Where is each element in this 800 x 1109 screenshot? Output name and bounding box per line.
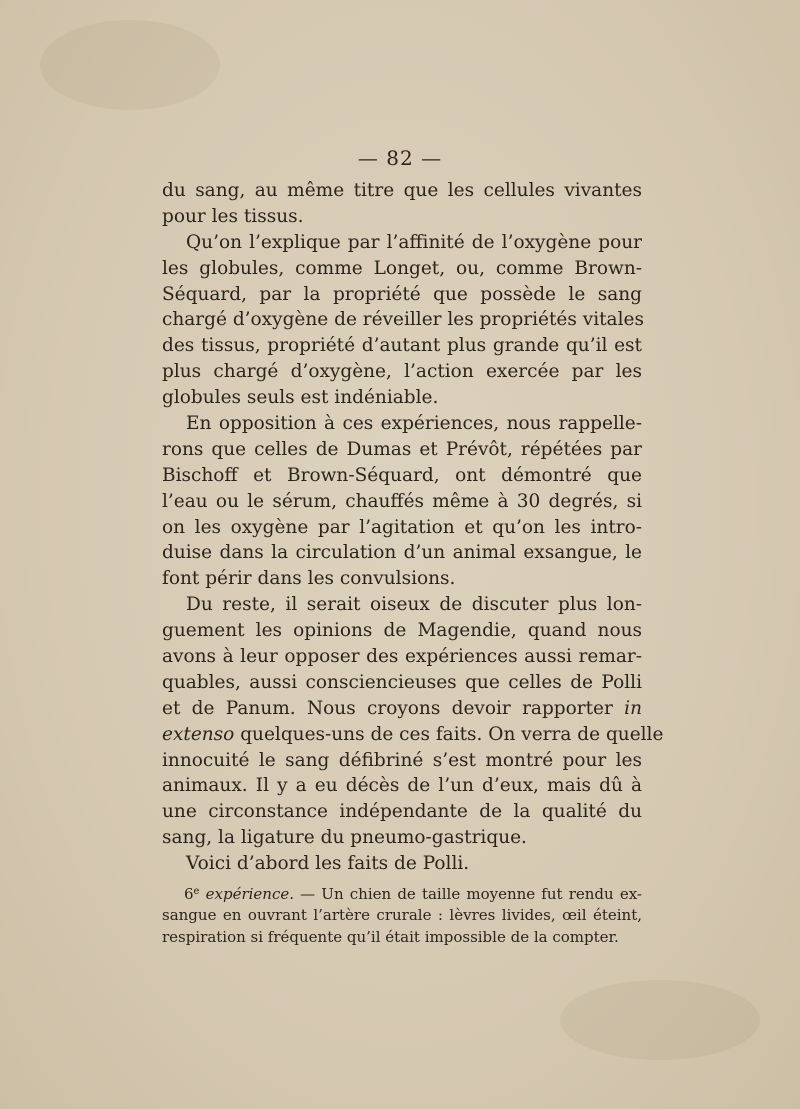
text-line [162, 618, 642, 644]
line-text: du sang, au même titre que les cellules vivantes [162, 180, 642, 201]
text-line [162, 799, 642, 825]
text-line [162, 411, 642, 437]
line-text: animaux. Il y a eu décès de l’un d’eux, mais dû à [162, 775, 642, 797]
footnote-text: — Un chien de taille moyenne fut rendu ex- [294, 885, 642, 903]
line-text: rons que celles de Dumas et Prévôt, répétées par [162, 438, 642, 460]
text-line [162, 851, 642, 877]
text-line [162, 307, 642, 333]
paper-stain [40, 20, 220, 110]
line-text: avons à leur opposer des expériences aussi remar- [162, 646, 642, 668]
line-text: Voici d’abord les faits de Polli. [186, 853, 470, 875]
footnote [162, 881, 642, 949]
text-line [162, 592, 642, 618]
line-text: une circonstance indépendante de la qualité du [162, 801, 642, 823]
footnote-superscript: e [193, 886, 200, 897]
line-text: des tissus, propriété d’autant plus grande qu’il est [162, 335, 642, 357]
text-line [162, 385, 642, 411]
line-text: l’eau ou le sérum, chauffés même à 30 degrés, si [162, 490, 642, 512]
line-text: pour les tissus. [162, 205, 304, 227]
footnote-label: expérience. [205, 885, 294, 903]
page-number: — 82 — [357, 146, 443, 170]
text-line [162, 773, 642, 799]
footnote-line: sangue en ouvrant l’artère crurale : lèvres livides, œil éteint, [162, 905, 642, 924]
text-line [162, 748, 642, 774]
footnote-line [162, 881, 642, 904]
line-text: guement les opinions de Magendie, quand nous [162, 620, 642, 642]
line-text: font périr dans les convulsions. [162, 568, 456, 590]
text-line [162, 437, 642, 463]
text-line [162, 230, 642, 256]
line-text: Bischoff et Brown-Séquard, ont démontré que [162, 464, 642, 486]
line-text: les globules, comme Longet, ou, comme Brown- [162, 257, 642, 279]
text-line [162, 204, 642, 230]
line-text: innocuité le sang défibriné s’est montré pour les [162, 749, 642, 771]
line-text: on les oxygène par l’agitation et qu’on les intro- [162, 516, 642, 538]
line-text: plus chargé d’oxygène, l’action exercée par les [162, 361, 642, 383]
text-line [162, 178, 642, 204]
text-line [162, 256, 642, 282]
line-text: quelques-uns de ces faits. On verra de quelle [234, 723, 664, 745]
text-line [162, 515, 642, 541]
line-text: globules seuls est indéniable. [162, 387, 439, 409]
footnote-line: respiration si fréquente qu’il était impossible de la compter. [162, 928, 619, 946]
line-text: et de Panum. Nous croyons devoir rapporter [162, 697, 613, 719]
text-line [162, 566, 642, 592]
line-text: sang, la ligature du pneumo-gastrique. [162, 827, 527, 849]
italic-text: in [624, 697, 642, 719]
line-text: Qu’on l’explique par l’affinité de l’oxygène pour [186, 231, 642, 253]
text-line [162, 282, 642, 308]
text-line [162, 540, 642, 566]
text-line [162, 359, 642, 385]
line-text: Du reste, il serait oiseux de discuter plus lon- [186, 594, 642, 616]
line-text: Séquard, par la propriété que possède le sang [162, 283, 642, 305]
line-text: duise dans la circulation d’un animal exsangue, le [162, 542, 642, 564]
text-line [162, 489, 642, 515]
text-line [162, 463, 642, 489]
text-line [162, 644, 642, 670]
paper-stain [560, 980, 760, 1060]
line-text: chargé d’oxygène de réveiller les propriétés vitales [162, 309, 644, 331]
line-text: quables, aussi consciencieuses que celles de Polli [162, 671, 642, 693]
footnote-number: 6 [184, 885, 194, 903]
text-line [162, 722, 664, 748]
text-line [162, 333, 642, 359]
text-line [162, 696, 642, 722]
main-text [162, 178, 664, 877]
text-line [162, 825, 642, 851]
text-line [162, 670, 642, 696]
line-text: En opposition à ces expériences, nous rappelle- [186, 413, 642, 435]
italic-text: extenso [162, 723, 235, 745]
